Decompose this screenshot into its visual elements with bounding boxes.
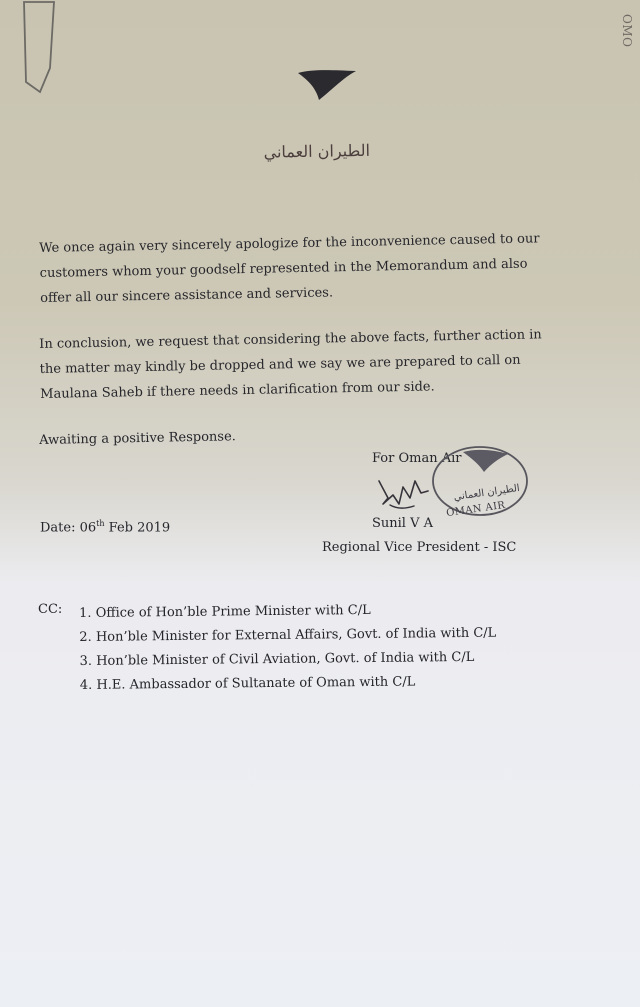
- paragraph-line: We once again very sincerely apologize for the inconvenience caused to our: [39, 231, 540, 256]
- signatory-name: Sunil V A: [372, 516, 434, 531]
- signature-icon: [374, 469, 432, 519]
- date-ordinal: th: [96, 519, 105, 528]
- date-prefix: Date: 06: [40, 520, 97, 536]
- signatory-title: Regional Vice President - ISC: [322, 540, 517, 555]
- cc-item: 3. Hon’ble Minister of Civil Aviation, Govt. of India with C/L: [79, 649, 475, 669]
- vertical-stamp-text: OMO: [620, 14, 634, 48]
- for-company-label: For Oman Air: [372, 451, 462, 466]
- paragraph-line: the matter may kindly be dropped and we say we are prepared to call on: [39, 352, 521, 377]
- oman-air-logo-icon: [296, 66, 358, 104]
- cc-item: 1. Office of Hon’ble Prime Minister with C/L: [79, 602, 371, 621]
- date-line: [40, 519, 220, 535]
- paragraph-conclusion: [39, 322, 560, 407]
- paragraph-line: offer all our sincere assistance and services.: [40, 285, 334, 306]
- seal-english-text: OMAN AIR: [445, 499, 507, 520]
- paragraph-line: In conclusion, we request that considering the above facts, further action in: [39, 327, 542, 352]
- cc-item: 2. Hon’ble Minister for External Affairs, Govt. of India with C/L: [79, 625, 497, 645]
- paragraph-apology: [39, 226, 560, 311]
- cc-label: CC:: [38, 602, 63, 617]
- cc-item: 4. H.E. Ambassador of Sultanate of Oman with C/L: [79, 674, 416, 693]
- closing-text: Awaiting a positive Response.: [39, 429, 236, 448]
- paragraph-line: customers whom your goodself represented in the Memorandum and also: [39, 256, 528, 281]
- arabic-header: الطيران العماني: [263, 140, 371, 162]
- corner-mark-icon: [14, 0, 64, 96]
- cc-list: [79, 597, 520, 698]
- paragraph-line: Maulana Saheb if there needs in clarification from our side.: [40, 379, 435, 402]
- date-suffix: Feb 2019: [104, 520, 171, 536]
- seal-arabic-text: الطيران العماني: [453, 482, 521, 504]
